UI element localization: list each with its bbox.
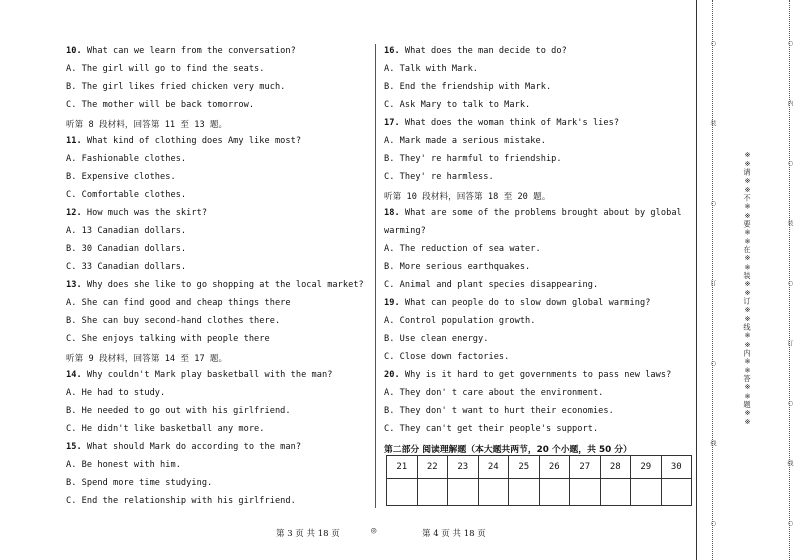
option-line: A. They don' t care about the environment.	[384, 388, 604, 398]
answer-header-cell: 28	[600, 456, 631, 479]
question-number: 13.	[66, 280, 82, 290]
option-line: C. The mother will be back tomorrow.	[66, 100, 255, 110]
binding-circle-icon: ○	[787, 520, 794, 527]
option-line: 听第 9 段材料，回答第 14 至 17 题。	[66, 354, 228, 364]
section-title: 第二部分 阅读理解题（本大题共两节，20 个小题，共 50 分）	[384, 445, 632, 455]
option-line: B. 30 Canadian dollars.	[66, 244, 187, 254]
question-line: 15. What should Mark do according to the man?	[66, 442, 302, 452]
option-line: C. End the relationship with his girlfriend.	[66, 496, 296, 506]
binding-strip-inner	[784, 0, 794, 560]
question-number: 20.	[384, 370, 400, 380]
binding-circle-icon: ○	[710, 360, 717, 367]
option-line: B. End the friendship with Mark.	[384, 82, 552, 92]
option-line: A. Control population growth.	[384, 316, 536, 326]
binding-warning: ※※请※※不※※要※※在※※装※※订※※线※※内※※答※※题※※	[743, 150, 752, 427]
option-line: A. Talk with Mark.	[384, 64, 479, 74]
question-number: 16.	[384, 46, 400, 56]
option-line: C. Ask Mary to talk to Mark.	[384, 100, 531, 110]
answer-blank-cell[interactable]	[417, 479, 448, 506]
option-line: A. She can find good and cheap things there	[66, 298, 291, 308]
binding-label: 订	[709, 280, 716, 286]
question-line: 18. What are some of the problems brought about by global	[384, 208, 682, 218]
option-line: C. Animal and plant species disappearing.	[384, 280, 599, 290]
binding-border-line	[696, 0, 697, 560]
answer-header-cell: 24	[478, 456, 509, 479]
binding-label: 线	[709, 440, 716, 446]
option-line: B. He needed to go out with his girlfriend.	[66, 406, 291, 416]
answer-blank-cell[interactable]	[387, 479, 418, 506]
footer-page-left: 第 3 页 共 18 页	[276, 529, 340, 539]
question-number: 11.	[66, 136, 82, 146]
answer-blank-cell[interactable]	[509, 479, 540, 506]
option-line: warming?	[384, 226, 426, 236]
option-line: A. The girl will go to find the seats.	[66, 64, 265, 74]
answer-header-cell: 25	[509, 456, 540, 479]
answer-header-cell: 23	[448, 456, 479, 479]
binding-strip-outer	[707, 0, 717, 560]
option-line: C. Comfortable clothes.	[66, 190, 187, 200]
answer-header-cell: 22	[417, 456, 448, 479]
question-line: 10. What can we learn from the conversation?	[66, 46, 296, 56]
column-divider	[375, 44, 376, 508]
option-line: A. He had to study.	[66, 388, 166, 398]
question-line: 14. Why couldn't Mark play basketball with the man?	[66, 370, 333, 380]
binding-label: 装	[786, 220, 793, 226]
binding-circle-icon: ○	[710, 200, 717, 207]
question-line: 16. What does the man decide to do?	[384, 46, 567, 56]
question-number: 14.	[66, 370, 82, 380]
answer-header-cell: 29	[631, 456, 662, 479]
option-line: 听第 10 段材料，回答第 18 至 20 题。	[384, 192, 551, 202]
option-line: B. The girl likes fried chicken very much.	[66, 82, 286, 92]
option-line: 听第 8 段材料，回答第 11 至 13 题。	[66, 120, 228, 130]
option-line: C. 33 Canadian dollars.	[66, 262, 187, 272]
option-line: B. They don' t want to hurt their economies.	[384, 406, 614, 416]
option-line: A. Mark made a serious mistake.	[384, 136, 546, 146]
center-mark-icon: ◎	[371, 526, 377, 536]
answer-blank-cell[interactable]	[478, 479, 509, 506]
option-line: C. She enjoys talking with people there	[66, 334, 270, 344]
option-line: A. 13 Canadian dollars.	[66, 226, 187, 236]
option-line: B. Spend more time studying.	[66, 478, 213, 488]
question-number: 10.	[66, 46, 82, 56]
question-number: 12.	[66, 208, 82, 218]
footer-page-right: 第 4 页 共 18 页	[422, 529, 486, 539]
answer-blank-cell[interactable]	[631, 479, 662, 506]
answer-blank-cell[interactable]	[661, 479, 692, 506]
option-line: B. Expensive clothes.	[66, 172, 176, 182]
binding-circle-icon: ○	[787, 40, 794, 47]
option-line: B. Use clean energy.	[384, 334, 489, 344]
binding-label: 装	[709, 120, 716, 126]
answer-blank-cell[interactable]	[570, 479, 601, 506]
option-line: B. She can buy second-hand clothes there.	[66, 316, 281, 326]
option-line: B. More serious earthquakes.	[384, 262, 531, 272]
question-line: 20. Why is it hard to get governments to pass new laws?	[384, 370, 672, 380]
question-number: 18.	[384, 208, 400, 218]
binding-circle-icon: ○	[710, 40, 717, 47]
question-line: 12. How much was the skirt?	[66, 208, 208, 218]
binding-label: 订	[786, 340, 793, 346]
answer-header-cell: 30	[661, 456, 692, 479]
question-number: 17.	[384, 118, 400, 128]
option-line: A. Fashionable clothes.	[66, 154, 187, 164]
option-line: C. Close down factories.	[384, 352, 510, 362]
binding-circle-icon: ○	[787, 160, 794, 167]
binding-circle-icon: ○	[710, 520, 717, 527]
binding-label: 内	[786, 100, 793, 106]
option-line: A. The reduction of sea water.	[384, 244, 541, 254]
option-line: C. They can't get their people's support.	[384, 424, 599, 434]
answer-blank-cell[interactable]	[448, 479, 479, 506]
answer-header-cell: 21	[387, 456, 418, 479]
question-line: 11. What kind of clothing does Amy like most?	[66, 136, 302, 146]
answer-table	[386, 455, 692, 506]
option-line: B. They' re harmful to friendship.	[384, 154, 562, 164]
question-number: 15.	[66, 442, 82, 452]
binding-label: 线	[786, 460, 793, 466]
question-line: 13. Why does she like to go shopping at the local market?	[66, 280, 364, 290]
binding-circle-icon: ○	[787, 280, 794, 287]
answer-blank-cell[interactable]	[600, 479, 631, 506]
binding-circle-icon: ○	[787, 400, 794, 407]
option-line: A. Be honest with him.	[66, 460, 181, 470]
question-number: 19.	[384, 298, 400, 308]
answer-blank-cell[interactable]	[539, 479, 570, 506]
answer-header-cell: 27	[570, 456, 601, 479]
option-line: C. He didn't like basketball any more.	[66, 424, 265, 434]
question-line: 17. What does the woman think of Mark's lies?	[384, 118, 620, 128]
question-line: 19. What can people do to slow down global warming?	[384, 298, 651, 308]
option-line: C. They' re harmless.	[384, 172, 494, 182]
answer-header-cell: 26	[539, 456, 570, 479]
